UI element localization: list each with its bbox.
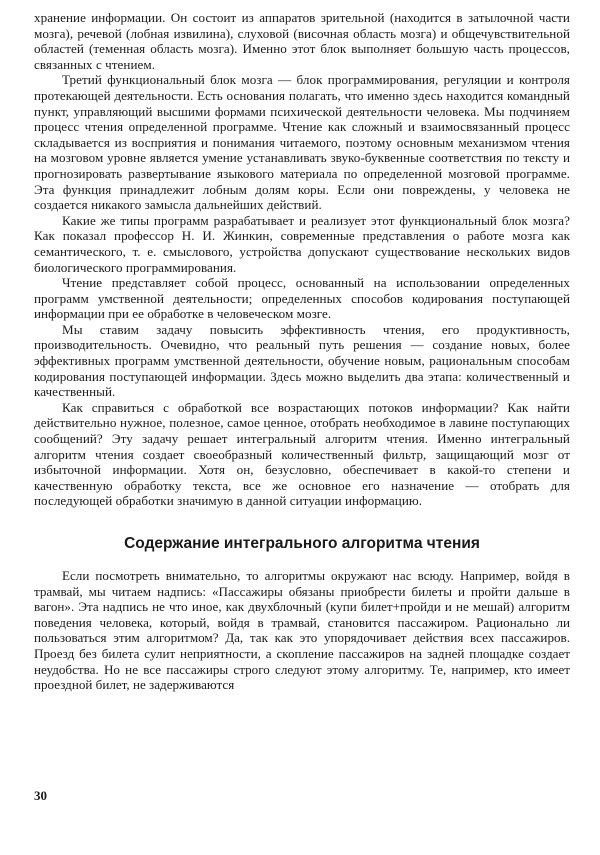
paragraph-4: Чтение представляет собой процесс, основанный на использовании определенных программ умственной деятельности; определенных способов кодирования поступающей информации при ее обработке в человеческом мозге. <box>34 275 570 322</box>
paragraph-5: Мы ставим задачу повысить эффективность чтения, его продуктивность, производительность. Очевидно, что реальный путь решения — создание новых, более эффективных программ умственной деятельности, обучение новым, рациональным способам кодирования поступающей информации. Здесь можно выделить два этапа: количественный и качественный. <box>34 321 570 400</box>
section-paragraph: Если посмотреть внимательно, то алгоритмы окружают нас всюду. Например, войдя в трамвай, мы читаем надпись: «Пассажиры обязаны приобрести билеты и пройти дальше в вагон». Эта надпись не что иное, как двухблочный (купи билет+пройди и не мешай) алгоритм поведения человека, который, войдя в трамвай, становится пассажиром. Рационально ли пользоваться этим алгоритмом? Да, так как это упорядочивает действия всех пассажиров. Проезд без билета сулит неприятности, а скопление пассажиров на задней площадке создает неудобства. Но не все пассажиры строго следуют этому алгоритму. Те, например, кто имеет проездной билет, не задерживаются <box>34 568 570 693</box>
paragraph-2: Третий функциональный блок мозга — блок программирования, регуляции и контроля протекающей деятельности. Есть основания полагать, что именно здесь находится командный пункт, управляющий высшими формами психической деятельности человека. Мы подчиняем процесс чтения определенной программе. Чтение как сложный и взаимосвязанный процесс складывается из восприятия и понимания читаемого, поэтому основным механизмом чтения на мозговом уровне является умение устанавливать звуко-буквенные соответствия по тексту и прогнозировать развертывание языкового материала по определенной мозговой программе. Эта функция принадлежит лобным долям коры. Если они повреждены, у человека не создается никакого замысла дальнейших действий. <box>34 72 570 213</box>
page-body <box>34 10 570 693</box>
page-number: 30 <box>34 788 47 803</box>
paragraph-3: Какие же типы программ разрабатывает и реализует этот функциональный блок мозга? Как показал профессор Н. И. Жинкин, современные представления о работе мозга как семантического, т. е. смыслового, устройства допускают существование нескольких видов биологического программирования. <box>34 212 570 275</box>
paragraph-6: Как справиться с обработкой все возрастающих потоков информации? Как найти действительно нужное, полезное, самое ценное, отобрать необходимое в лавине поступающих сообщений? Эту задачу решает интегральный алгоритм чтения. Именно интегральный алгоритм чтения создает своеобразный количественный фильтр, защищающий мозг от избыточной информации. Хотя он, безусловно, обеспечивает в какой-то степени и качественную обработку текста, все же основное его назначение — отобрать для последующей обработки значимую в данной ситуации информацию. <box>34 399 570 509</box>
section-heading: Содержание интегрального алгоритма чтения <box>124 535 480 552</box>
paragraph-1: хранение информации. Он состоит из аппаратов зрительной (находится в затылочной части мозга), речевой (лобная извилина), слуховой (височная область мозга) и общечувствительной областей (теменная область мозга). Именно этот блок выполняет большую часть процессов, связанных с чтением. <box>34 10 570 72</box>
